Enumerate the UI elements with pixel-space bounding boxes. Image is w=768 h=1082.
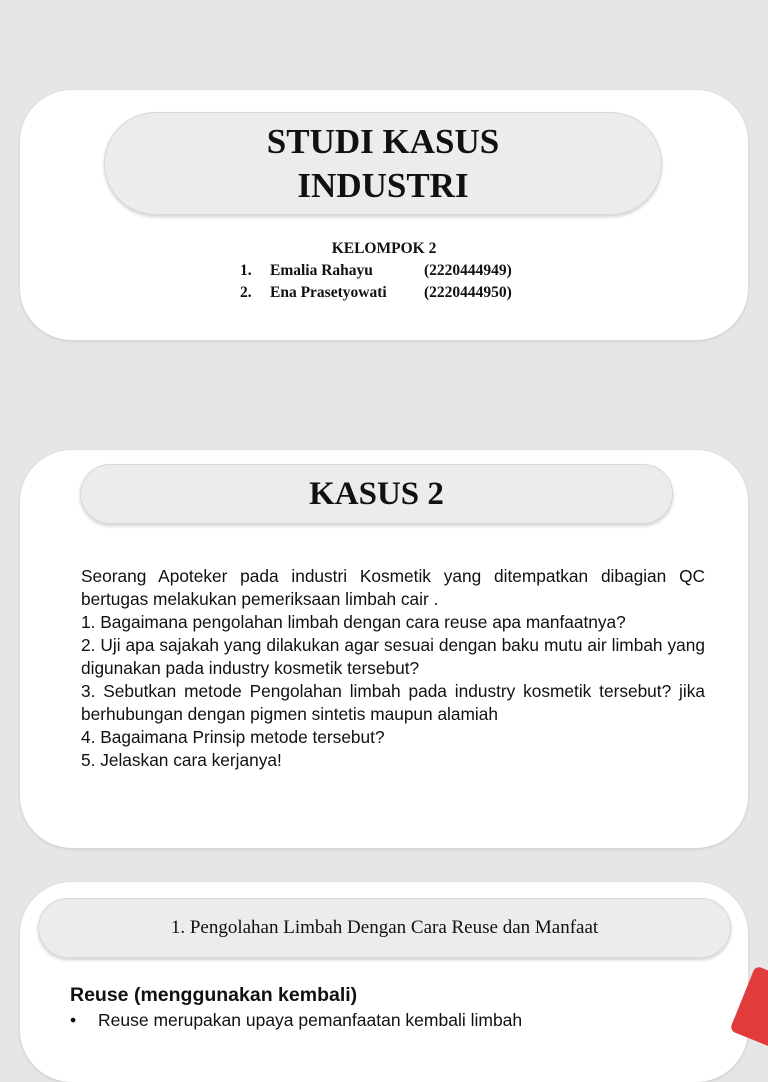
presentation-title: STUDI KASUS INDUSTRI (266, 121, 500, 205)
list-item-text: Reuse merupakan upaya pemanfaatan kembali limbah (98, 1010, 523, 1030)
case-question: 4. Bagaimana Prinsip metode tersebut? (81, 727, 385, 747)
case-question: 1. Bagaimana pengolahan limbah dengan cara reuse apa manfaatnya? (81, 612, 626, 632)
title-banner (104, 112, 662, 215)
slide-reuse-card (20, 882, 748, 1082)
member-name: Ena Prasetyowati (270, 284, 387, 301)
group-label: KELOMPOK 2 (331, 240, 437, 257)
member-number: 1. (240, 262, 252, 279)
member-id: (2220444949) (424, 262, 512, 279)
case-description (81, 565, 705, 772)
member-number: 2. (240, 284, 252, 301)
case-question: 3. Sebutkan metode Pengolahan limbah pada industry kosmetik tersebut? jika berhubungan dengan pigmen sintetis maupun alamiah (81, 681, 705, 724)
section-title: 1. Pengolahan Limbah Dengan Cara Reuse dan Manfaat (170, 917, 599, 938)
member-name: Emalia Rahayu (270, 262, 373, 279)
member-row (240, 282, 560, 304)
case-question: 2. Uji apa sajakah yang dilakukan agar sesuai dengan baku mutu air limbah yang digunakan pada industry kosmetik tersebut? (81, 635, 705, 678)
bullet-icon: • (70, 1010, 77, 1030)
case-question: 5. Jelaskan cara kerjanya! (81, 750, 282, 770)
member-id: (2220444950) (424, 284, 512, 301)
slide-case-card (20, 450, 748, 848)
section-title-banner (38, 898, 731, 958)
reuse-heading: Reuse (menggunakan kembali) (70, 984, 358, 1006)
case-title: KASUS 2 (309, 475, 444, 512)
member-row (240, 260, 560, 282)
group-info (20, 238, 748, 301)
case-title-banner (80, 464, 673, 524)
list-item (70, 1010, 710, 1031)
slide-title-card (20, 90, 748, 340)
case-paragraph: Seorang Apoteker pada industri Kosmetik yang ditempatkan dibagian QC bertugas melakukan pemeriksaan limbah cair . (81, 566, 705, 609)
